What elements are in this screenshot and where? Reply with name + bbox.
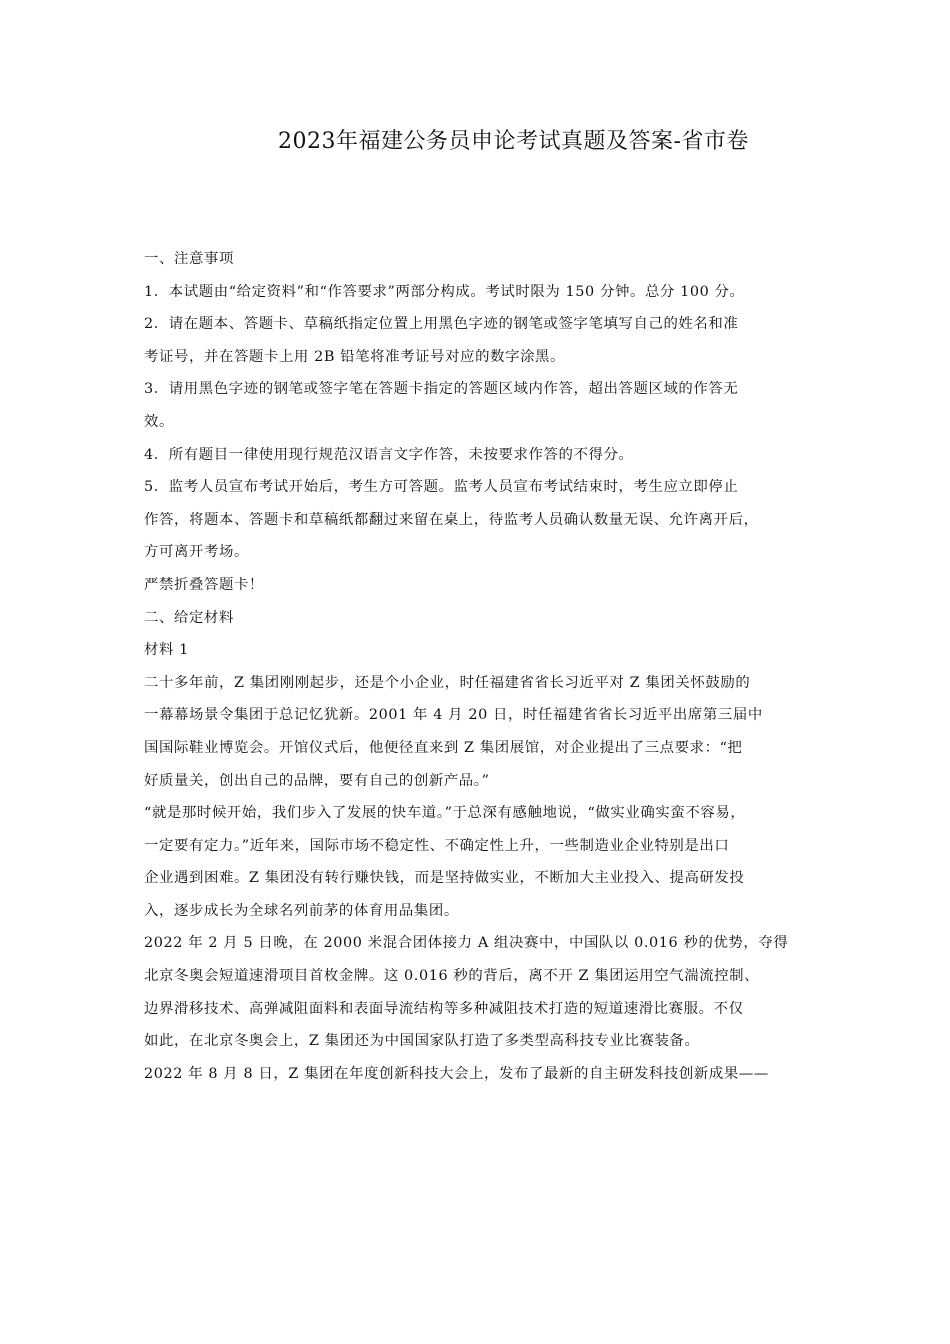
paragraph-line: 3．请用黑色字迹的钢笔或签字笔在答题卡指定的答题区域内作答，超出答题区域的作答无 [144, 381, 739, 398]
paragraph-line: 如此，在北京冬奥会上，Z 集团还为中国国家队打造了多类型高科技专业比赛装备。 [144, 1033, 700, 1050]
paragraph-line: 北京冬奥会短道速滑项目首枚金牌。这 0.016 秒的背后，离不开 Z 集团运用空气湍流控制、 [144, 968, 760, 985]
paragraph-line: 2．请在题本、答题卡、草稿纸指定位置上用黑色字迹的钢笔或签字笔填写自己的姓名和准 [144, 316, 739, 333]
paragraph-line: 一定要有定力。”近年来，国际市场不稳定性、不确定性上升，一些制造业企业特别是出口 [144, 837, 730, 854]
paragraph-line: 好质量关，创出自己的品牌，要有自己的创新产品。” [144, 772, 490, 789]
paragraph-line: 效。 [144, 413, 174, 430]
material-label: 材料 1 [144, 642, 189, 659]
paragraph-line: 2022 年 2 月 5 日晚，在 2000 米混合团体接力 A 组决赛中，中国队以 0.016 秒的优势，夺得 [144, 935, 789, 952]
paragraph-line: 4．所有题目一律使用现行规范汉语言文字作答，未按要求作答的不得分。 [144, 446, 634, 463]
paragraph-line: 作答，将题本、答题卡和草稿纸都翻过来留在桌上，待监考人员确认数量无误、允许离开后， [144, 511, 759, 528]
document-title: 2023年福建公务员申论考试真题及答案-省市卷 [278, 129, 749, 154]
paragraph-line: “就是那时候开始，我们步入了发展的快车道。”于总深有感触地说，“做实业确实蛮不容易， [144, 805, 746, 822]
paragraph-line: 一幕幕场景令集团于总记忆犹新。2001 年 4 月 20 日，时任福建省省长习近平出席第三届中 [144, 707, 763, 724]
paragraph-line: 方可离开考场。 [144, 544, 249, 561]
paragraph-line: 1．本试题由“给定资料”和“作答要求”两部分构成。考试时限为 150 分钟。总分 100 分。 [144, 283, 745, 300]
paragraph-line: 国国际鞋业博览会。开馆仪式后，他便径直来到 Z 集团展馆，对企业提出了三点要求：“把 [144, 739, 743, 756]
paragraph-line: 考证号，并在答题卡上用 2B 铅笔将准考证号对应的数字涂黑。 [144, 348, 566, 365]
heading-notes: 一、注意事项 [144, 251, 234, 267]
paragraph-line: 入，逐步成长为全球名列前茅的体育用品集团。 [144, 902, 459, 919]
paragraph-line: 二十多年前，Z 集团刚刚起步，还是个小企业，时任福建省省长习近平对 Z 集团关怀鼓励的 [144, 674, 751, 691]
paragraph-line: 企业遇到困难。Z 集团没有转行赚快钱，而是坚持做实业，不断加大主业投入、提高研发投 [144, 870, 745, 887]
paragraph-line: 边界滑移技术、高弹减阻面料和表面导流结构等多种减阻技术打造的短道速滑比赛服。不仅 [144, 1000, 744, 1017]
document-body [144, 243, 864, 1090]
heading-materials: 二、给定材料 [144, 609, 234, 626]
paragraph-line: 5．监考人员宣布考试开始后，考生方可答题。监考人员宣布考试结束时，考生应立即停止 [144, 479, 739, 496]
warning-line: 严禁折叠答题卡！ [144, 576, 264, 593]
paragraph-line: 2022 年 8 月 8 日，Z 集团在年度创新科技大会上，发布了最新的自主研发科技创新成果—— [144, 1065, 769, 1082]
